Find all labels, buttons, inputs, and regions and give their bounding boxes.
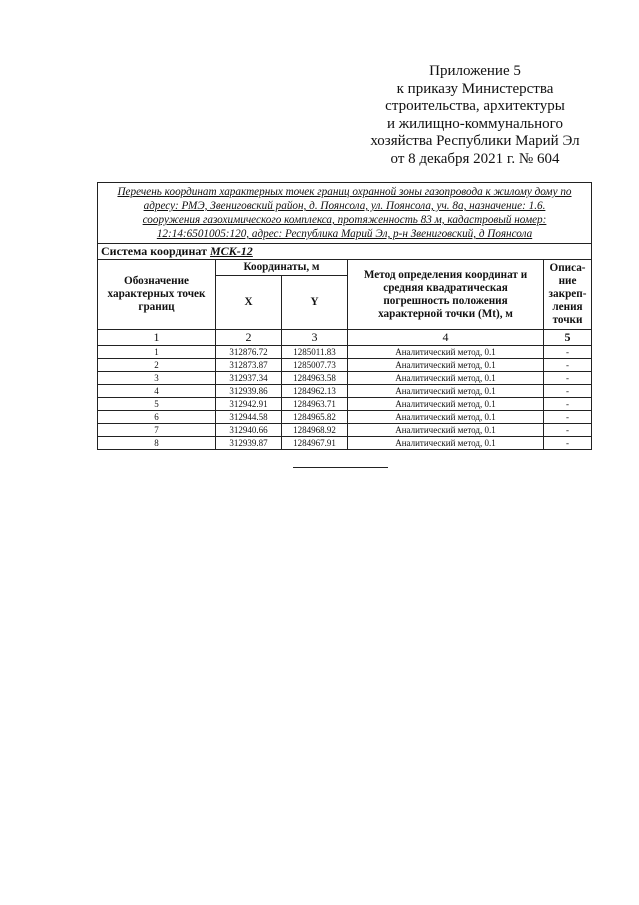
method: Аналитический метод, 0.1: [348, 372, 544, 385]
point-number: 2: [98, 359, 216, 372]
col-header-line: Описа-: [549, 262, 586, 274]
description: -: [544, 424, 592, 437]
coord-x: 312937.34: [216, 372, 282, 385]
col-header-line: ления: [552, 301, 583, 313]
header-line: и жилищно-коммунального: [387, 115, 563, 132]
coord-y: 1284962.13: [282, 385, 348, 398]
coordinate-system-row: [98, 244, 592, 260]
point-number: 6: [98, 411, 216, 424]
description: -: [544, 437, 592, 450]
description: -: [544, 359, 592, 372]
point-number: 4: [98, 385, 216, 398]
col-header-line: ние: [558, 275, 577, 287]
coord-y: 1284965.82: [282, 411, 348, 424]
table-row: [98, 424, 592, 437]
coordinates-table: [97, 182, 592, 450]
coord-y: 1284963.71: [282, 398, 348, 411]
col-header-line: Метод определения координат и: [363, 268, 528, 281]
column-number: 3: [282, 330, 348, 346]
caption-line: Перечень координат характерных точек границ охранной зоны газопровода к жилому дому по: [117, 186, 572, 198]
header-line: хозяйства Республики Марий Эл: [370, 133, 580, 149]
caption-line: адресу: РМЭ, Звениговский район, д. Поянсола, ул. Поянсола, уч. 8а, назначение: 1.6.: [143, 200, 546, 212]
coord-y: 1284963.58: [282, 372, 348, 385]
point-number: 3: [98, 372, 216, 385]
coord-x: 312940.66: [216, 424, 282, 437]
method: Аналитический метод, 0.1: [348, 398, 544, 411]
column-number: 1: [98, 330, 216, 346]
point-number: 1: [98, 346, 216, 359]
col-header-line: Обозначение: [124, 275, 189, 287]
col-header-point: [98, 260, 216, 330]
point-number: 5: [98, 398, 216, 411]
column-number: 2: [216, 330, 282, 346]
coord-y: 1285011.83: [282, 346, 348, 359]
coord-y: 1284968.92: [282, 424, 348, 437]
method: Аналитический метод, 0.1: [348, 346, 544, 359]
caption-line: сооружения газохимического комплекса, протяженность 83 м, кадастровый номер:: [142, 214, 547, 226]
method: Аналитический метод, 0.1: [348, 424, 544, 437]
coord-x: 312942.91: [216, 398, 282, 411]
coord-x: 312876.72: [216, 346, 282, 359]
column-number: 5: [544, 330, 592, 346]
col-header-line: средняя квадратическая: [383, 281, 508, 294]
col-header-line: характерной точки (Mt), м: [378, 307, 513, 320]
table-row: [98, 437, 592, 450]
description: -: [544, 385, 592, 398]
method: Аналитический метод, 0.1: [348, 437, 544, 450]
table-row: [98, 346, 592, 359]
col-header-desc: [544, 260, 592, 330]
col-header-x: X: [216, 276, 282, 330]
caption-line: 12:14:6501005:120, адрес: Республика Марий Эл, р-н Звениговский, д Поянсола: [156, 228, 533, 240]
method: Аналитический метод, 0.1: [348, 359, 544, 372]
method: Аналитический метод, 0.1: [348, 385, 544, 398]
appendix-header: [340, 63, 610, 168]
coord-x: 312939.87: [216, 437, 282, 450]
coordinate-system-label: Система координат: [101, 244, 207, 258]
col-header-y: Y: [282, 276, 348, 330]
header-line: к приказу Министерства: [396, 80, 554, 97]
header-line: строительства, архитектуры: [385, 98, 565, 114]
description: -: [544, 398, 592, 411]
header-line: Приложение 5: [429, 63, 521, 79]
coord-y: 1285007.73: [282, 359, 348, 372]
header-line: от 8 декабря 2021 г. № 604: [390, 150, 560, 167]
point-number: 7: [98, 424, 216, 437]
col-header-line: точки: [552, 314, 583, 326]
col-header-line: закреп-: [548, 288, 587, 300]
end-divider-line: [293, 467, 388, 468]
column-number: 4: [348, 330, 544, 346]
table-row: [98, 385, 592, 398]
table-row: [98, 372, 592, 385]
table-row: [98, 398, 592, 411]
coord-y: 1284967.91: [282, 437, 348, 450]
col-header-line: погрешность положения: [383, 294, 508, 307]
col-header-method: [348, 260, 544, 330]
description: -: [544, 411, 592, 424]
col-header-line: характерных точек: [107, 288, 206, 300]
col-header-line: границ: [138, 301, 175, 313]
description: -: [544, 346, 592, 359]
coord-x: 312873.87: [216, 359, 282, 372]
coord-x: 312939.86: [216, 385, 282, 398]
column-number-row: [98, 330, 592, 346]
table-row: [98, 411, 592, 424]
coord-x: 312944.58: [216, 411, 282, 424]
table-row: [98, 359, 592, 372]
point-number: 8: [98, 437, 216, 450]
method: Аналитический метод, 0.1: [348, 411, 544, 424]
coordinate-system-value: МСК-12: [209, 244, 253, 258]
description: -: [544, 372, 592, 385]
table-caption: [98, 183, 592, 244]
col-header-coords: Координаты, м: [216, 260, 348, 276]
